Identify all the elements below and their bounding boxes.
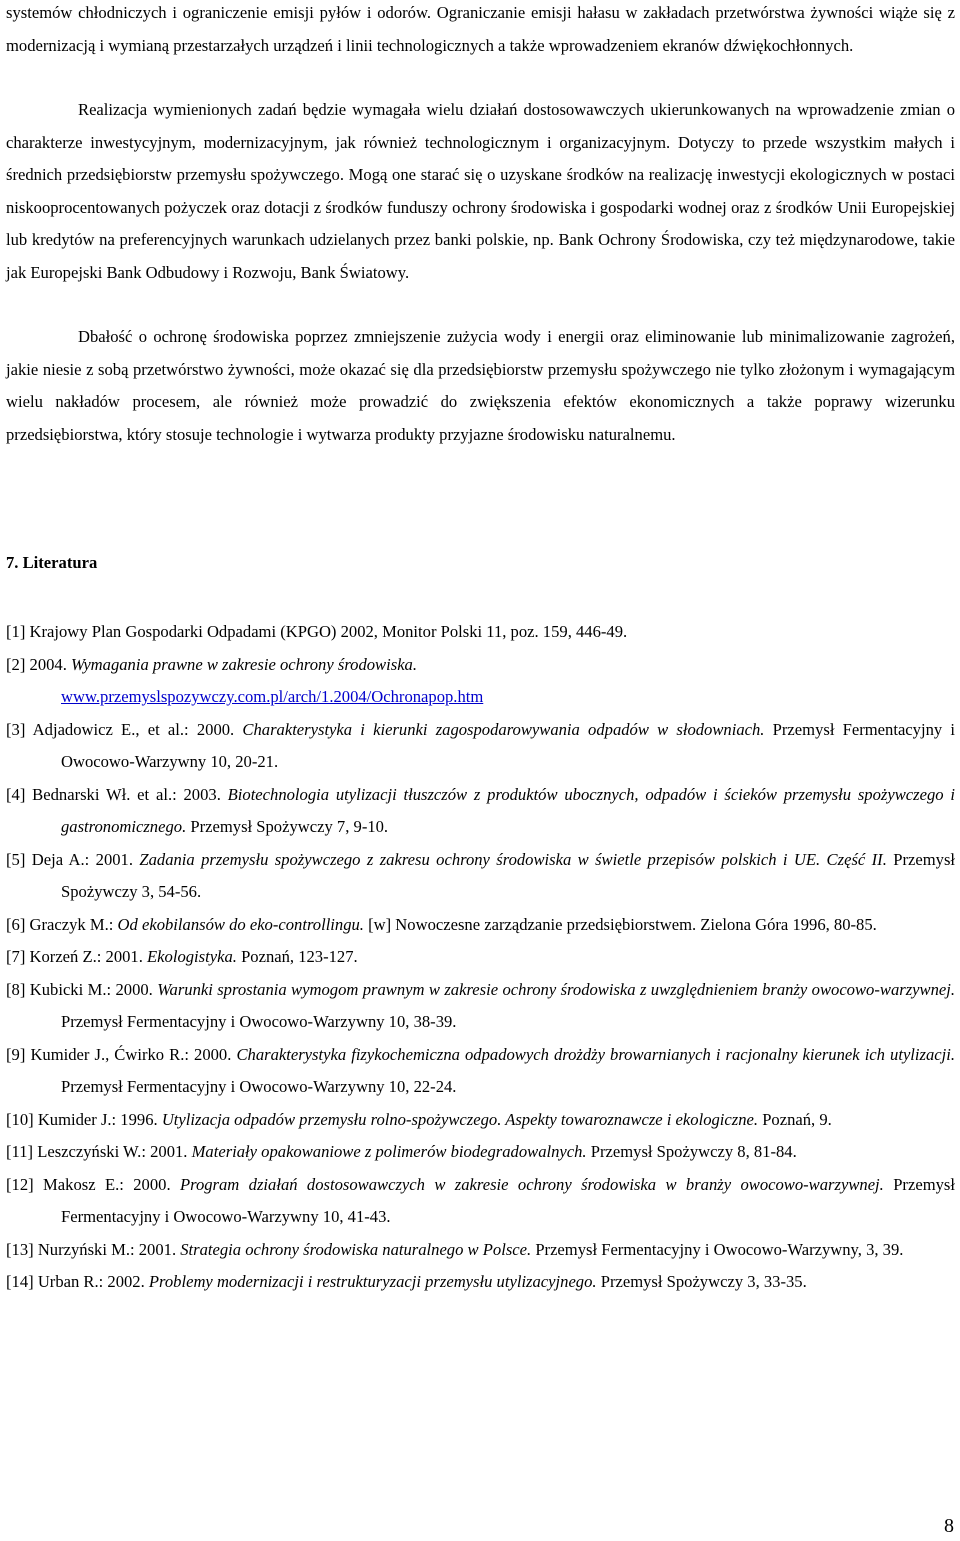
reference-number: [5]: [6, 849, 26, 869]
reference-title: Problemy modernizacji i restrukturyzacji przemysłu utylizacyjnego.: [148, 1272, 597, 1291]
reference-number: [4]: [6, 784, 26, 804]
reference-source: Przemysł Fermentacyjny i Owocowo-Warzywny 10, 22-24.: [61, 1077, 457, 1096]
reference-item: [6, 779, 955, 844]
reference-item: [6, 974, 955, 1039]
page-number: 8: [944, 1515, 954, 1537]
reference-list: [6, 616, 955, 1299]
reference-number: [12]: [6, 1174, 34, 1194]
reference-item: [6, 1234, 955, 1267]
reference-item: [6, 714, 955, 779]
reference-source: Przemysł Spożywczy 3, 54-56.: [61, 849, 956, 901]
reference-authors: Adjadowicz E., et al.: 2000.: [32, 719, 235, 739]
reference-item: [6, 844, 955, 909]
reference-item: [6, 1136, 955, 1169]
reference-number: [6]: [6, 914, 26, 934]
reference-title: Materiały opakowaniowe z polimerów biodegradowalnych.: [191, 1142, 587, 1161]
reference-source: [w] Nowoczesne zarządzanie przedsiębiorstwem. Zielona Góra 1996, 80-85.: [368, 914, 877, 934]
reference-title: Zadania przemysłu spożywczego z zakresu ochrony środowiska w świetle przepisów polskich i UE. Część II.: [139, 849, 887, 869]
reference-source: Przemysł Spożywczy 3, 33-35.: [600, 1272, 807, 1291]
reference-title: Od ekobilansów do eko-controllingu.: [117, 914, 364, 934]
reference-link[interactable]: www.przemyslspozywczy.com.pl/arch/1.2004/Ochronapop.htm: [61, 687, 484, 706]
reference-authors: Nurzyński M.: 2001.: [37, 1239, 177, 1259]
reference-title: Strategia ochrony środowiska naturalnego w Polsce.: [180, 1239, 532, 1259]
reference-number: [10]: [6, 1109, 34, 1129]
reference-item: [6, 1039, 955, 1104]
reference-item: [6, 941, 955, 974]
reference-source: Przemysł Fermentacyjny i Owocowo-Warzywny 10, 41-43.: [61, 1174, 955, 1226]
reference-number: [2]: [6, 654, 26, 674]
reference-title: Charakterystyka fizykochemiczna odpadowych drożdży browarnianych i racjonalny kierunek ich utylizacji.: [236, 1044, 956, 1064]
paragraph-1: systemów chłodniczych i ograniczenie emisji pyłów i odorów. Ograniczanie emisji hałasu w zakładach przetwórstwa żywności wiąże się z modernizacją i wymianą przestarzałych urządzeń i linii technologicznych a także wprowadzeniem ekranów dźwiękochłonnych.: [6, 3, 955, 55]
reference-title: Charakterystyka i kierunki zagospodarowywania odpadów w słodowniach.: [242, 719, 765, 739]
reference-title: Wymagania prawne w zakresie ochrony środowiska.: [71, 654, 418, 674]
reference-number: [7]: [6, 947, 26, 966]
reference-title: Biotechnologia utylizacji tłuszczów z produktów ubocznych, odpadów i ścieków przemysłu spożywczego i gastronomicznego.: [61, 784, 955, 836]
reference-item: [6, 1104, 955, 1137]
paragraph-2: Realizacja wymienionych zadań będzie wymagała wielu działań dostosowawczych ukierunkowanych na wprowadzenie zmian o charakterze inwestycyjnym, modernizacyjnym, jak również technologicznym i organizacyjnym. Dotyczy to przede wszystkim małych i średnich przedsiębiorstw przemysłu spożywczego. Mogą one starać się o uzyskane środków na realizację inwestycji ekologicznych w postaci niskooprocentowanych pożyczek oraz dotacji z środków funduszy ochrony środowiska i gospodarki wodnej oraz z środków Unii Europejskiej lub kredytów na preferencyjnych warunkach udzielanych przez banki polskie, np. Bank Ochrony Środowiska, czy też międzynarodowe, takie jak Europejski Bank Odbudowy i Rozwoju, Bank Światowy.: [6, 100, 955, 282]
reference-authors: Korzeń Z.: 2001.: [29, 947, 143, 966]
reference-authors: Makosz E.: 2000.: [43, 1174, 171, 1194]
reference-authors: Kumider J.: 1996.: [37, 1109, 158, 1129]
reference-number: [9]: [6, 1044, 26, 1064]
reference-authors: Urban R.: 2002.: [37, 1272, 145, 1291]
reference-authors: Bednarski Wł. et al.: 2003.: [32, 784, 221, 804]
reference-source: Poznań, 123-127.: [241, 947, 358, 966]
reference-authors: Krajowy Plan Gospodarki Odpadami (KPGO) 2002, Monitor Polski 11, poz. 159, 446-49.: [29, 622, 628, 641]
paragraph-3: Dbałość o ochronę środowiska poprzez zmniejszenie zużycia wody i energii oraz eliminowanie lub minimalizowanie zagrożeń, jakie niesie z sobą przetwórstwo żywności, może okazać się dla przedsiębiorstw przemysłu spożywczego nie tylko złożonym i wymagającym wielu nakładów procesem, ale również może prowadzić do zwiększenia efektów ekonomicznych a także poprawy wizerunku przedsiębiorstwa, który stosuje technologie i wytwarza produkty przyjazne środowisku naturalnemu.: [6, 327, 955, 444]
reference-source: Przemysł Fermentacyjny i Owocowo-Warzywny 10, 38-39.: [61, 1012, 457, 1031]
reference-item: [6, 909, 955, 942]
reference-source: Przemysł Spożywczy 7, 9-10.: [190, 817, 389, 836]
reference-authors: Graczyk M.:: [29, 914, 114, 934]
reference-number: [11]: [6, 1142, 34, 1161]
reference-authors: Leszczyński W.: 2001.: [37, 1142, 188, 1161]
reference-item: [6, 649, 955, 714]
reference-item: [6, 1266, 955, 1299]
reference-source: Poznań, 9.: [762, 1109, 832, 1129]
reference-number: [3]: [6, 719, 26, 739]
reference-authors: 2004.: [29, 654, 67, 674]
reference-title: Utylizacja odpadów przemysłu rolno-spożywczego. Aspekty towaroznawcze i ekologiczne.: [161, 1109, 759, 1129]
reference-item: [6, 616, 955, 649]
reference-title: Ekologistyka.: [147, 947, 237, 966]
reference-number: [14]: [6, 1272, 34, 1291]
reference-title: Program działań dostosowawczych w zakresie ochrony środowiska w branży owocowo-warzywnej.: [179, 1174, 884, 1194]
reference-number: [13]: [6, 1239, 34, 1259]
section-heading-literatura: 7. Literatura: [6, 553, 98, 572]
reference-source: Przemysł Fermentacyjny i Owocowo-Warzywny 10, 20-21.: [61, 719, 955, 771]
reference-source: Przemysł Fermentacyjny i Owocowo-Warzywny, 3, 39.: [535, 1239, 904, 1259]
reference-authors: Kumider J., Ćwirko R.: 2000.: [30, 1044, 232, 1064]
reference-number: [1]: [6, 622, 26, 641]
reference-number: [8]: [6, 979, 26, 999]
reference-title: Warunki sprostania wymogom prawnym w zakresie ochrony środowiska z uwzględnieniem branży owocowo-warzywnej.: [157, 979, 956, 999]
reference-item: [6, 1169, 955, 1234]
reference-authors: Deja A.: 2001.: [31, 849, 133, 869]
reference-authors: Kubicki M.: 2000.: [29, 979, 153, 999]
reference-source: Przemysł Spożywczy 8, 81-84.: [590, 1142, 797, 1161]
